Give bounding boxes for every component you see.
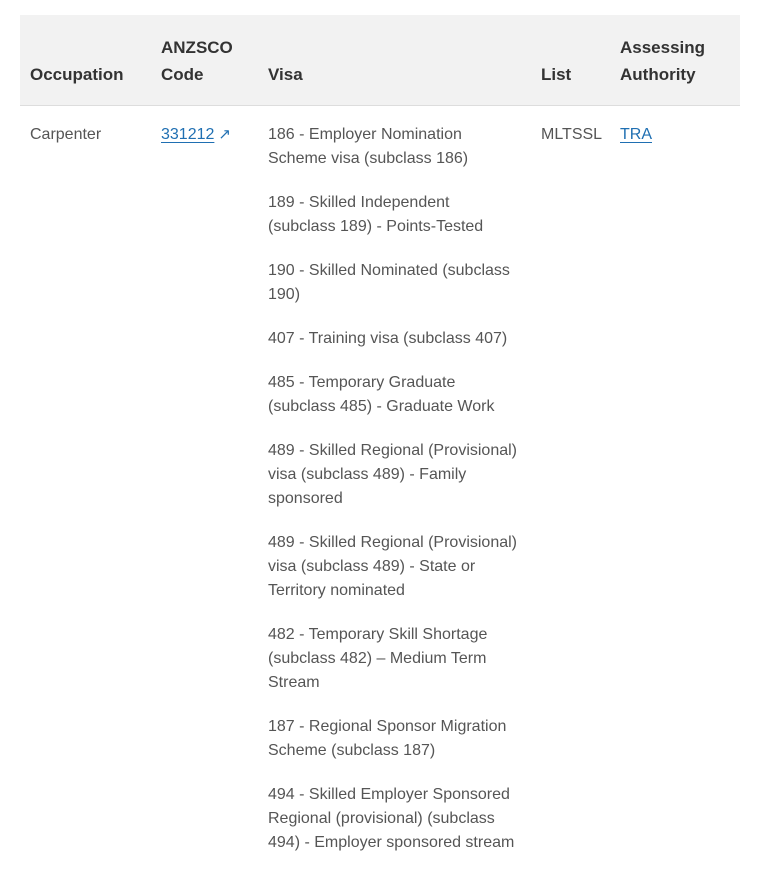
header-anzsco-code <box>151 15 258 106</box>
visa-item: 186 - Employer Nomination Scheme visa (subclass 186) <box>268 123 521 171</box>
header-assessing-line2: Authority <box>620 65 696 84</box>
visa-item: 190 - Skilled Nominated (subclass 190) <box>268 259 521 307</box>
visa-item: 187 - Regional Sponsor Migration Scheme (subclass 187) <box>268 715 521 763</box>
visa-item: 407 - Training visa (subclass 407) <box>268 327 521 351</box>
visa-item: 494 - Skilled Employer Sponsored Regional (provisional) (subclass 494) - Employer sponsored stream <box>268 783 521 855</box>
header-visa: Visa <box>258 15 531 106</box>
header-anzsco-line1: ANZSCO <box>161 38 233 57</box>
visa-list <box>268 123 521 855</box>
external-link-icon: ↗ <box>218 123 231 147</box>
cell-occupation: Carpenter <box>20 106 151 875</box>
header-occupation: Occupation <box>20 15 151 106</box>
table-header <box>20 15 740 106</box>
visa-item: 489 - Skilled Regional (Provisional) visa (subclass 489) - State or Territory nominated <box>268 531 521 603</box>
visa-item: 485 - Temporary Graduate (subclass 485) - Graduate Work <box>268 371 521 419</box>
visa-item: 482 - Temporary Skill Shortage (subclass 482) – Medium Term Stream <box>268 623 521 695</box>
occupation-table-container <box>20 15 740 875</box>
header-row <box>20 15 740 106</box>
assessing-authority-link[interactable]: TRA <box>620 126 652 143</box>
visa-item: 189 - Skilled Independent (subclass 189) - Points-Tested <box>268 191 521 239</box>
anzsco-code-text: 331212 <box>161 126 214 143</box>
cell-list: MLTSSL <box>531 106 610 875</box>
occupation-table <box>20 15 740 875</box>
cell-visa <box>258 106 531 875</box>
cell-assessing-authority <box>610 106 740 875</box>
header-assessing-authority <box>610 15 740 106</box>
header-assessing-line1: Assessing <box>620 38 705 57</box>
header-list: List <box>531 15 610 106</box>
anzsco-code-link[interactable] <box>161 126 231 143</box>
header-anzsco-line2: Code <box>161 65 204 84</box>
table-body <box>20 106 740 875</box>
cell-anzsco-code <box>151 106 258 875</box>
table-row <box>20 106 740 875</box>
visa-item: 489 - Skilled Regional (Provisional) visa (subclass 489) - Family sponsored <box>268 439 521 511</box>
